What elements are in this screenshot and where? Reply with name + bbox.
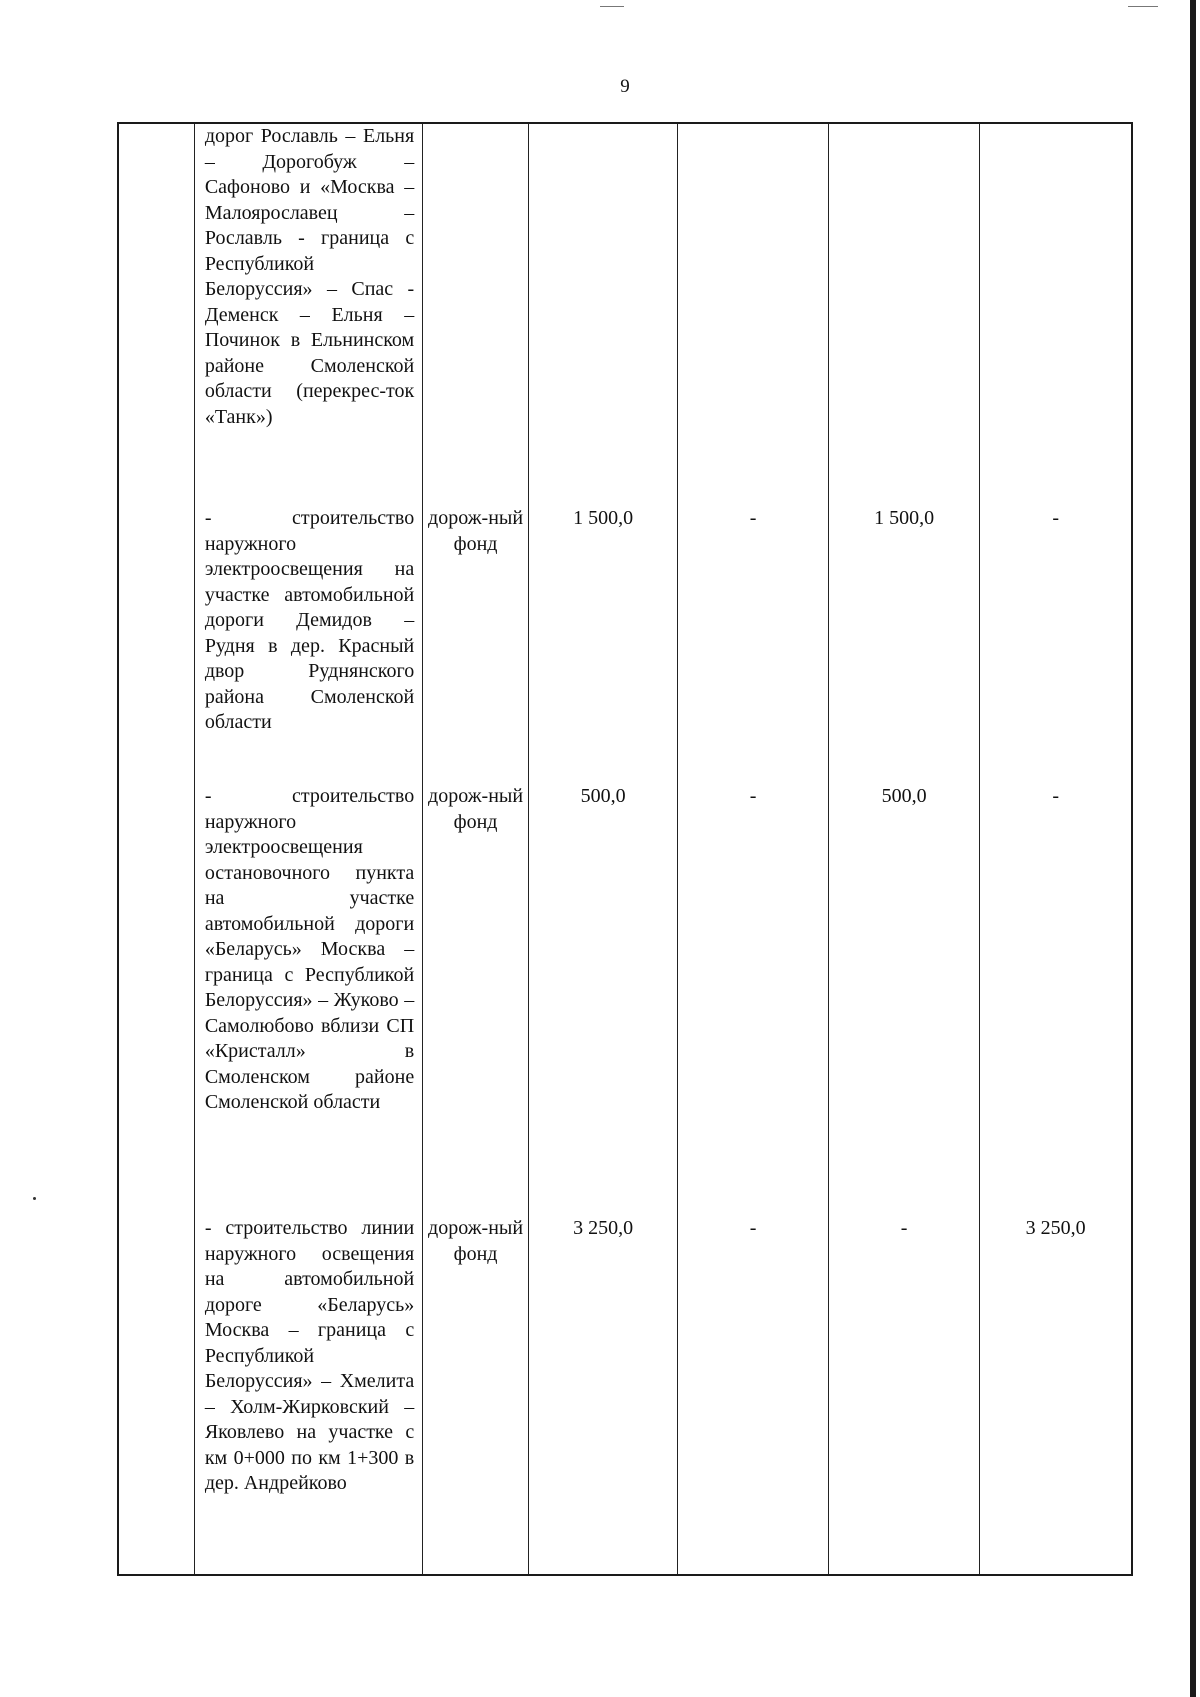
page-number: 9 bbox=[620, 76, 630, 97]
cell-year-3 bbox=[980, 123, 1132, 1575]
table-row bbox=[118, 123, 1132, 1575]
scan-artifact bbox=[600, 6, 624, 7]
cell-source bbox=[423, 123, 529, 1575]
program-table bbox=[117, 122, 1133, 1576]
scan-artifact bbox=[33, 1197, 36, 1200]
amount-total: 500,0 bbox=[580, 785, 626, 807]
amount-year-2: - bbox=[900, 1217, 908, 1239]
amount-total: 3 250,0 bbox=[573, 1217, 634, 1239]
funding-source: дорож-ный фонд bbox=[428, 1217, 524, 1265]
amount-year-3: - bbox=[1052, 785, 1059, 807]
scan-edge-line bbox=[1190, 0, 1196, 1697]
amount-year-3: 3 250,0 bbox=[1025, 1217, 1086, 1239]
scan-artifact bbox=[1128, 6, 1158, 7]
cell-description bbox=[194, 123, 422, 1575]
amount-year-2: 500,0 bbox=[881, 785, 927, 807]
cell-year-1 bbox=[678, 123, 828, 1575]
amount-total: 1 500,0 bbox=[573, 507, 634, 529]
cell-year-2 bbox=[828, 123, 980, 1575]
cell-total bbox=[528, 123, 677, 1575]
amount-year-2: 1 500,0 bbox=[874, 507, 935, 529]
funding-source: дорож-ный фонд bbox=[428, 507, 524, 555]
intro-text: дорог Рославль – Ельня – Дорогобуж – Сафоново и «Москва – Малоярославец – Рославль - граница с Республикой Белоруссия» – Спас - Деменск – Ельня – Починок в Ельнинском районе Смоленской области (перекрес-ток «Танк») bbox=[204, 125, 415, 428]
row-description: - строительство линии наружного освещения на автомобильной дороге «Беларусь» Москва – граница с Республикой Белоруссия» – Хмелита – Холм-Жирковский – Яковлево на участке с км 0+000 по км 1+300 в дер. Андрейково bbox=[204, 1217, 415, 1494]
amount-year-1: - bbox=[749, 785, 757, 807]
row-description: - строительство наружного электроосвещения на участке автомобильной дороги Демидов – Рудня в дер. Красный двор Руднянского района Смоленской области bbox=[204, 507, 415, 733]
row-description: - строительство наружного электроосвещения остановочного пункта на участке автомобильной дороги «Беларусь» Москва – граница с Республикой Белоруссия» – Жуково – Самолюбово вблизи СП «Кристалл» в Смоленском районе Смоленской области bbox=[204, 785, 415, 1113]
amount-year-3: - bbox=[1052, 507, 1059, 529]
amount-year-1: - bbox=[749, 507, 757, 529]
cell-number bbox=[118, 123, 194, 1575]
amount-year-1: - bbox=[749, 1217, 757, 1239]
funding-source: дорож-ный фонд bbox=[428, 785, 524, 833]
